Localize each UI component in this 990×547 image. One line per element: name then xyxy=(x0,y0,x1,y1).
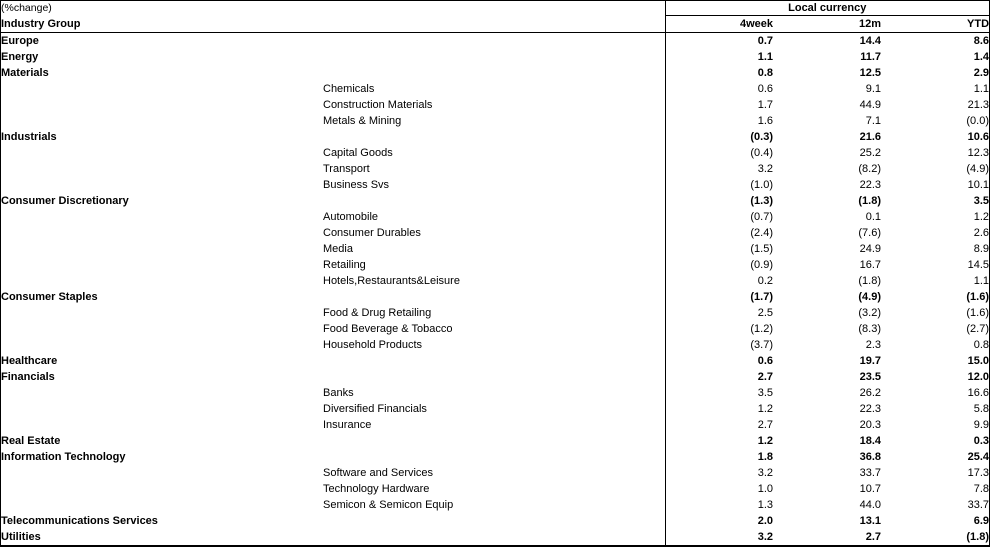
table-row xyxy=(1,145,989,161)
cell-sub-industry: Retailing xyxy=(323,259,366,271)
cell-sub-industry xyxy=(323,433,665,449)
cell-ytd: 6.9 xyxy=(973,515,989,527)
cell-sub-industry: Automobile xyxy=(323,211,379,223)
cell-sub-industry xyxy=(323,529,665,546)
table-row xyxy=(1,417,989,433)
cell-industry-group xyxy=(1,305,323,321)
cell-ytd: (2.7) xyxy=(966,323,989,335)
table-row xyxy=(1,369,989,385)
cell-industry-group: Telecommunications Services xyxy=(1,515,158,527)
cell-sub-industry: Construction Materials xyxy=(323,99,433,111)
rows-host xyxy=(1,33,989,546)
cell-4week: 2.7 xyxy=(665,369,773,385)
cell-4week: 2.7 xyxy=(665,417,773,433)
cell-sub-industry: Insurance xyxy=(323,419,372,431)
cell-industry-group xyxy=(1,225,323,241)
cell-sub-industry xyxy=(323,193,665,209)
cell-12m: 24.9 xyxy=(859,243,881,255)
local-currency-label: Local currency xyxy=(665,1,989,16)
cell-sub-industry: Consumer Durables xyxy=(323,227,421,239)
cell-ytd: 17.3 xyxy=(967,467,989,479)
cell-industry-group xyxy=(1,481,323,497)
cell-4week: 1.6 xyxy=(665,113,773,129)
table-row xyxy=(1,353,989,369)
cell-ytd: 0.8 xyxy=(973,339,989,351)
cell-sub-industry xyxy=(323,289,665,305)
cell-4week: 1.3 xyxy=(665,497,773,513)
cell-sub-industry xyxy=(323,353,665,369)
cell-12m: 0.1 xyxy=(865,211,881,223)
cell-ytd: 15.0 xyxy=(967,355,989,367)
cell-sub-industry: Household Products xyxy=(323,339,423,351)
cell-sub-industry: Software and Services xyxy=(323,467,434,479)
cell-industry-group: Healthcare xyxy=(1,355,58,367)
cell-ytd: 2.9 xyxy=(973,67,989,79)
cell-industry-group xyxy=(1,401,323,417)
cell-4week: 0.8 xyxy=(665,65,773,81)
cell-12m: (1.8) xyxy=(858,195,881,207)
cell-4week: 3.2 xyxy=(665,465,773,481)
table-row xyxy=(1,497,989,513)
cell-industry-group xyxy=(1,385,323,401)
cell-ytd: (1.8) xyxy=(881,529,989,546)
cell-4week: (1.3) xyxy=(665,193,773,209)
industry-performance-table xyxy=(1,1,989,33)
cell-ytd: 5.8 xyxy=(973,403,989,415)
table-row xyxy=(1,273,989,289)
cell-industry-group: Industrials xyxy=(1,131,57,143)
cell-12m: 20.3 xyxy=(859,419,881,431)
cell-sub-industry: Diversified Financials xyxy=(323,403,427,415)
column-header-12m: 12m xyxy=(773,16,881,33)
cell-4week: 0.7 xyxy=(665,33,773,49)
cell-4week: 1.0 xyxy=(665,481,773,497)
table-row xyxy=(1,177,989,193)
cell-4week: 3.2 xyxy=(665,161,773,177)
cell-4week: (1.0) xyxy=(665,177,773,193)
cell-industry-group xyxy=(1,113,323,129)
table-header-columns xyxy=(1,16,989,33)
cell-industry-group: Consumer Staples xyxy=(1,291,98,303)
cell-12m: 16.7 xyxy=(859,259,881,271)
cell-4week: 0.2 xyxy=(665,273,773,289)
table-row xyxy=(1,401,989,417)
percent-change-label: (%change) xyxy=(1,2,52,15)
cell-4week: (1.7) xyxy=(665,289,773,305)
cell-ytd: 1.1 xyxy=(973,275,989,287)
cell-12m: 10.7 xyxy=(859,483,881,495)
cell-sub-industry xyxy=(323,449,665,465)
cell-12m: 9.1 xyxy=(865,83,881,95)
cell-ytd: 1.2 xyxy=(973,211,989,223)
cell-12m: 2.7 xyxy=(773,529,881,546)
cell-ytd: 16.6 xyxy=(967,387,989,399)
cell-4week: (2.4) xyxy=(665,225,773,241)
cell-12m: (7.6) xyxy=(858,227,881,239)
industry-performance-rows xyxy=(1,33,989,546)
cell-sub-industry: Technology Hardware xyxy=(323,483,430,495)
cell-4week: (3.7) xyxy=(665,337,773,353)
cell-12m: 22.3 xyxy=(859,403,881,415)
cell-12m: (3.2) xyxy=(858,307,881,319)
cell-12m: 18.4 xyxy=(859,435,881,447)
table-row xyxy=(1,449,989,465)
table-row xyxy=(1,225,989,241)
table-row xyxy=(1,305,989,321)
cell-industry-group xyxy=(1,161,323,177)
header-spacer-2 xyxy=(323,16,665,33)
cell-sub-industry xyxy=(323,513,665,529)
cell-sub-industry: Chemicals xyxy=(323,83,375,95)
cell-4week: (0.3) xyxy=(665,129,773,145)
cell-12m: 23.5 xyxy=(859,371,881,383)
cell-4week: (0.9) xyxy=(665,257,773,273)
cell-industry-group: Utilities xyxy=(1,529,323,546)
table-row xyxy=(1,193,989,209)
table-row xyxy=(1,241,989,257)
table-row xyxy=(1,385,989,401)
cell-industry-group: Europe xyxy=(1,35,39,47)
cell-sub-industry xyxy=(323,33,665,49)
cell-industry-group xyxy=(1,177,323,193)
cell-ytd: (0.0) xyxy=(966,115,989,127)
cell-sub-industry xyxy=(323,129,665,145)
cell-4week: (1.2) xyxy=(665,321,773,337)
cell-12m: 44.9 xyxy=(859,99,881,111)
cell-4week: 3.2 xyxy=(665,529,773,546)
cell-industry-group xyxy=(1,337,323,353)
cell-sub-industry: Banks xyxy=(323,387,354,399)
cell-12m: 2.3 xyxy=(865,339,881,351)
cell-ytd: 1.4 xyxy=(973,51,989,63)
cell-ytd: 10.6 xyxy=(967,131,989,143)
cell-ytd: 14.5 xyxy=(967,259,989,271)
cell-industry-group xyxy=(1,465,323,481)
cell-ytd: 21.3 xyxy=(967,99,989,111)
cell-industry-group xyxy=(1,497,323,513)
table-row xyxy=(1,49,989,65)
cell-12m: (8.2) xyxy=(858,163,881,175)
table-row xyxy=(1,33,989,49)
cell-industry-group xyxy=(1,321,323,337)
cell-sub-industry: Transport xyxy=(323,163,370,175)
cell-12m: 44.0 xyxy=(859,499,881,511)
table-row xyxy=(1,481,989,497)
cell-industry-group xyxy=(1,145,323,161)
table-row xyxy=(1,337,989,353)
cell-4week: 1.7 xyxy=(665,97,773,113)
column-header-ytd: YTD xyxy=(881,16,989,33)
cell-4week: (1.5) xyxy=(665,241,773,257)
cell-industry-group xyxy=(1,273,323,289)
cell-12m: (1.8) xyxy=(858,275,881,287)
column-header-4week: 4week xyxy=(665,16,773,33)
cell-industry-group xyxy=(1,417,323,433)
table-row xyxy=(1,161,989,177)
table-row xyxy=(1,129,989,145)
cell-sub-industry xyxy=(323,65,665,81)
cell-industry-group: Real Estate xyxy=(1,435,61,447)
cell-industry-group: Information Technology xyxy=(1,451,126,463)
table-row xyxy=(1,65,989,81)
table-row xyxy=(1,289,989,305)
cell-sub-industry: Metals & Mining xyxy=(323,115,402,127)
cell-12m: 14.4 xyxy=(859,35,881,47)
cell-12m: 36.8 xyxy=(859,451,881,463)
cell-ytd: 8.6 xyxy=(973,35,989,47)
cell-industry-group: Financials xyxy=(1,371,55,383)
cell-sub-industry: Business Svs xyxy=(323,179,390,191)
table-row xyxy=(1,257,989,273)
cell-industry-group xyxy=(1,97,323,113)
cell-12m: 21.6 xyxy=(859,131,881,143)
cell-sub-industry: Food Beverage & Tobacco xyxy=(323,323,453,335)
cell-12m: 25.2 xyxy=(859,147,881,159)
cell-12m: 12.5 xyxy=(859,67,881,79)
cell-industry-group xyxy=(1,209,323,225)
cell-ytd: 7.8 xyxy=(973,483,989,495)
cell-sub-industry: Media xyxy=(323,243,353,255)
table-body xyxy=(1,1,989,33)
cell-4week: 1.2 xyxy=(665,401,773,417)
cell-12m: 26.2 xyxy=(859,387,881,399)
industry-group-header: Industry Group xyxy=(1,16,323,33)
table-row xyxy=(1,209,989,225)
cell-ytd: 8.9 xyxy=(973,243,989,255)
cell-4week: 1.1 xyxy=(665,49,773,65)
cell-sub-industry: Hotels,Restaurants&Leisure xyxy=(323,275,460,287)
cell-industry-group: Consumer Discretionary xyxy=(1,195,129,207)
cell-12m: 33.7 xyxy=(859,467,881,479)
cell-4week: 2.0 xyxy=(665,513,773,529)
table-row xyxy=(1,97,989,113)
cell-4week: (0.4) xyxy=(665,145,773,161)
cell-industry-group xyxy=(1,241,323,257)
cell-12m: 7.1 xyxy=(865,115,881,127)
cell-ytd: 25.4 xyxy=(967,451,989,463)
header-spacer xyxy=(323,1,665,16)
cell-ytd: (1.6) xyxy=(966,307,989,319)
cell-ytd: 2.6 xyxy=(973,227,989,239)
cell-sub-industry: Capital Goods xyxy=(323,147,393,159)
cell-ytd: 1.1 xyxy=(973,83,989,95)
cell-industry-group: Materials xyxy=(1,67,49,79)
cell-12m: 11.7 xyxy=(860,51,881,63)
cell-sub-industry: Semicon & Semicon Equip xyxy=(323,499,454,511)
cell-ytd: (1.6) xyxy=(966,291,989,303)
table-row xyxy=(1,465,989,481)
cell-ytd: 9.9 xyxy=(973,419,989,431)
cell-ytd: 12.3 xyxy=(967,147,989,159)
cell-sub-industry xyxy=(323,49,665,65)
cell-4week: 1.8 xyxy=(665,449,773,465)
table-row xyxy=(1,433,989,449)
table-row xyxy=(1,113,989,129)
cell-ytd: 33.7 xyxy=(967,499,989,511)
cell-industry-group xyxy=(1,81,323,97)
cell-4week: 1.2 xyxy=(665,433,773,449)
cell-ytd: 10.1 xyxy=(967,179,989,191)
cell-ytd: 3.5 xyxy=(973,195,989,207)
table-row xyxy=(1,513,989,529)
table-row xyxy=(1,321,989,337)
cell-12m: 22.3 xyxy=(859,179,881,191)
cell-4week: (0.7) xyxy=(665,209,773,225)
cell-industry-group: Energy xyxy=(1,51,39,63)
cell-12m: (8.3) xyxy=(858,323,881,335)
cell-industry-group xyxy=(1,257,323,273)
table-header-top xyxy=(1,1,989,16)
cell-4week: 3.5 xyxy=(665,385,773,401)
cell-ytd: 0.3 xyxy=(973,435,989,447)
table-row xyxy=(1,529,989,546)
cell-4week: 0.6 xyxy=(665,81,773,97)
table-row xyxy=(1,81,989,97)
cell-12m: 19.7 xyxy=(859,355,881,367)
cell-ytd: 12.0 xyxy=(967,371,989,383)
cell-sub-industry xyxy=(323,369,665,385)
cell-12m: 13.1 xyxy=(859,515,881,527)
cell-4week: 0.6 xyxy=(665,353,773,369)
cell-4week: 2.5 xyxy=(665,305,773,321)
cell-12m: (4.9) xyxy=(858,291,881,303)
cell-ytd: (4.9) xyxy=(966,163,989,175)
cell-sub-industry: Food & Drug Retailing xyxy=(323,307,432,319)
